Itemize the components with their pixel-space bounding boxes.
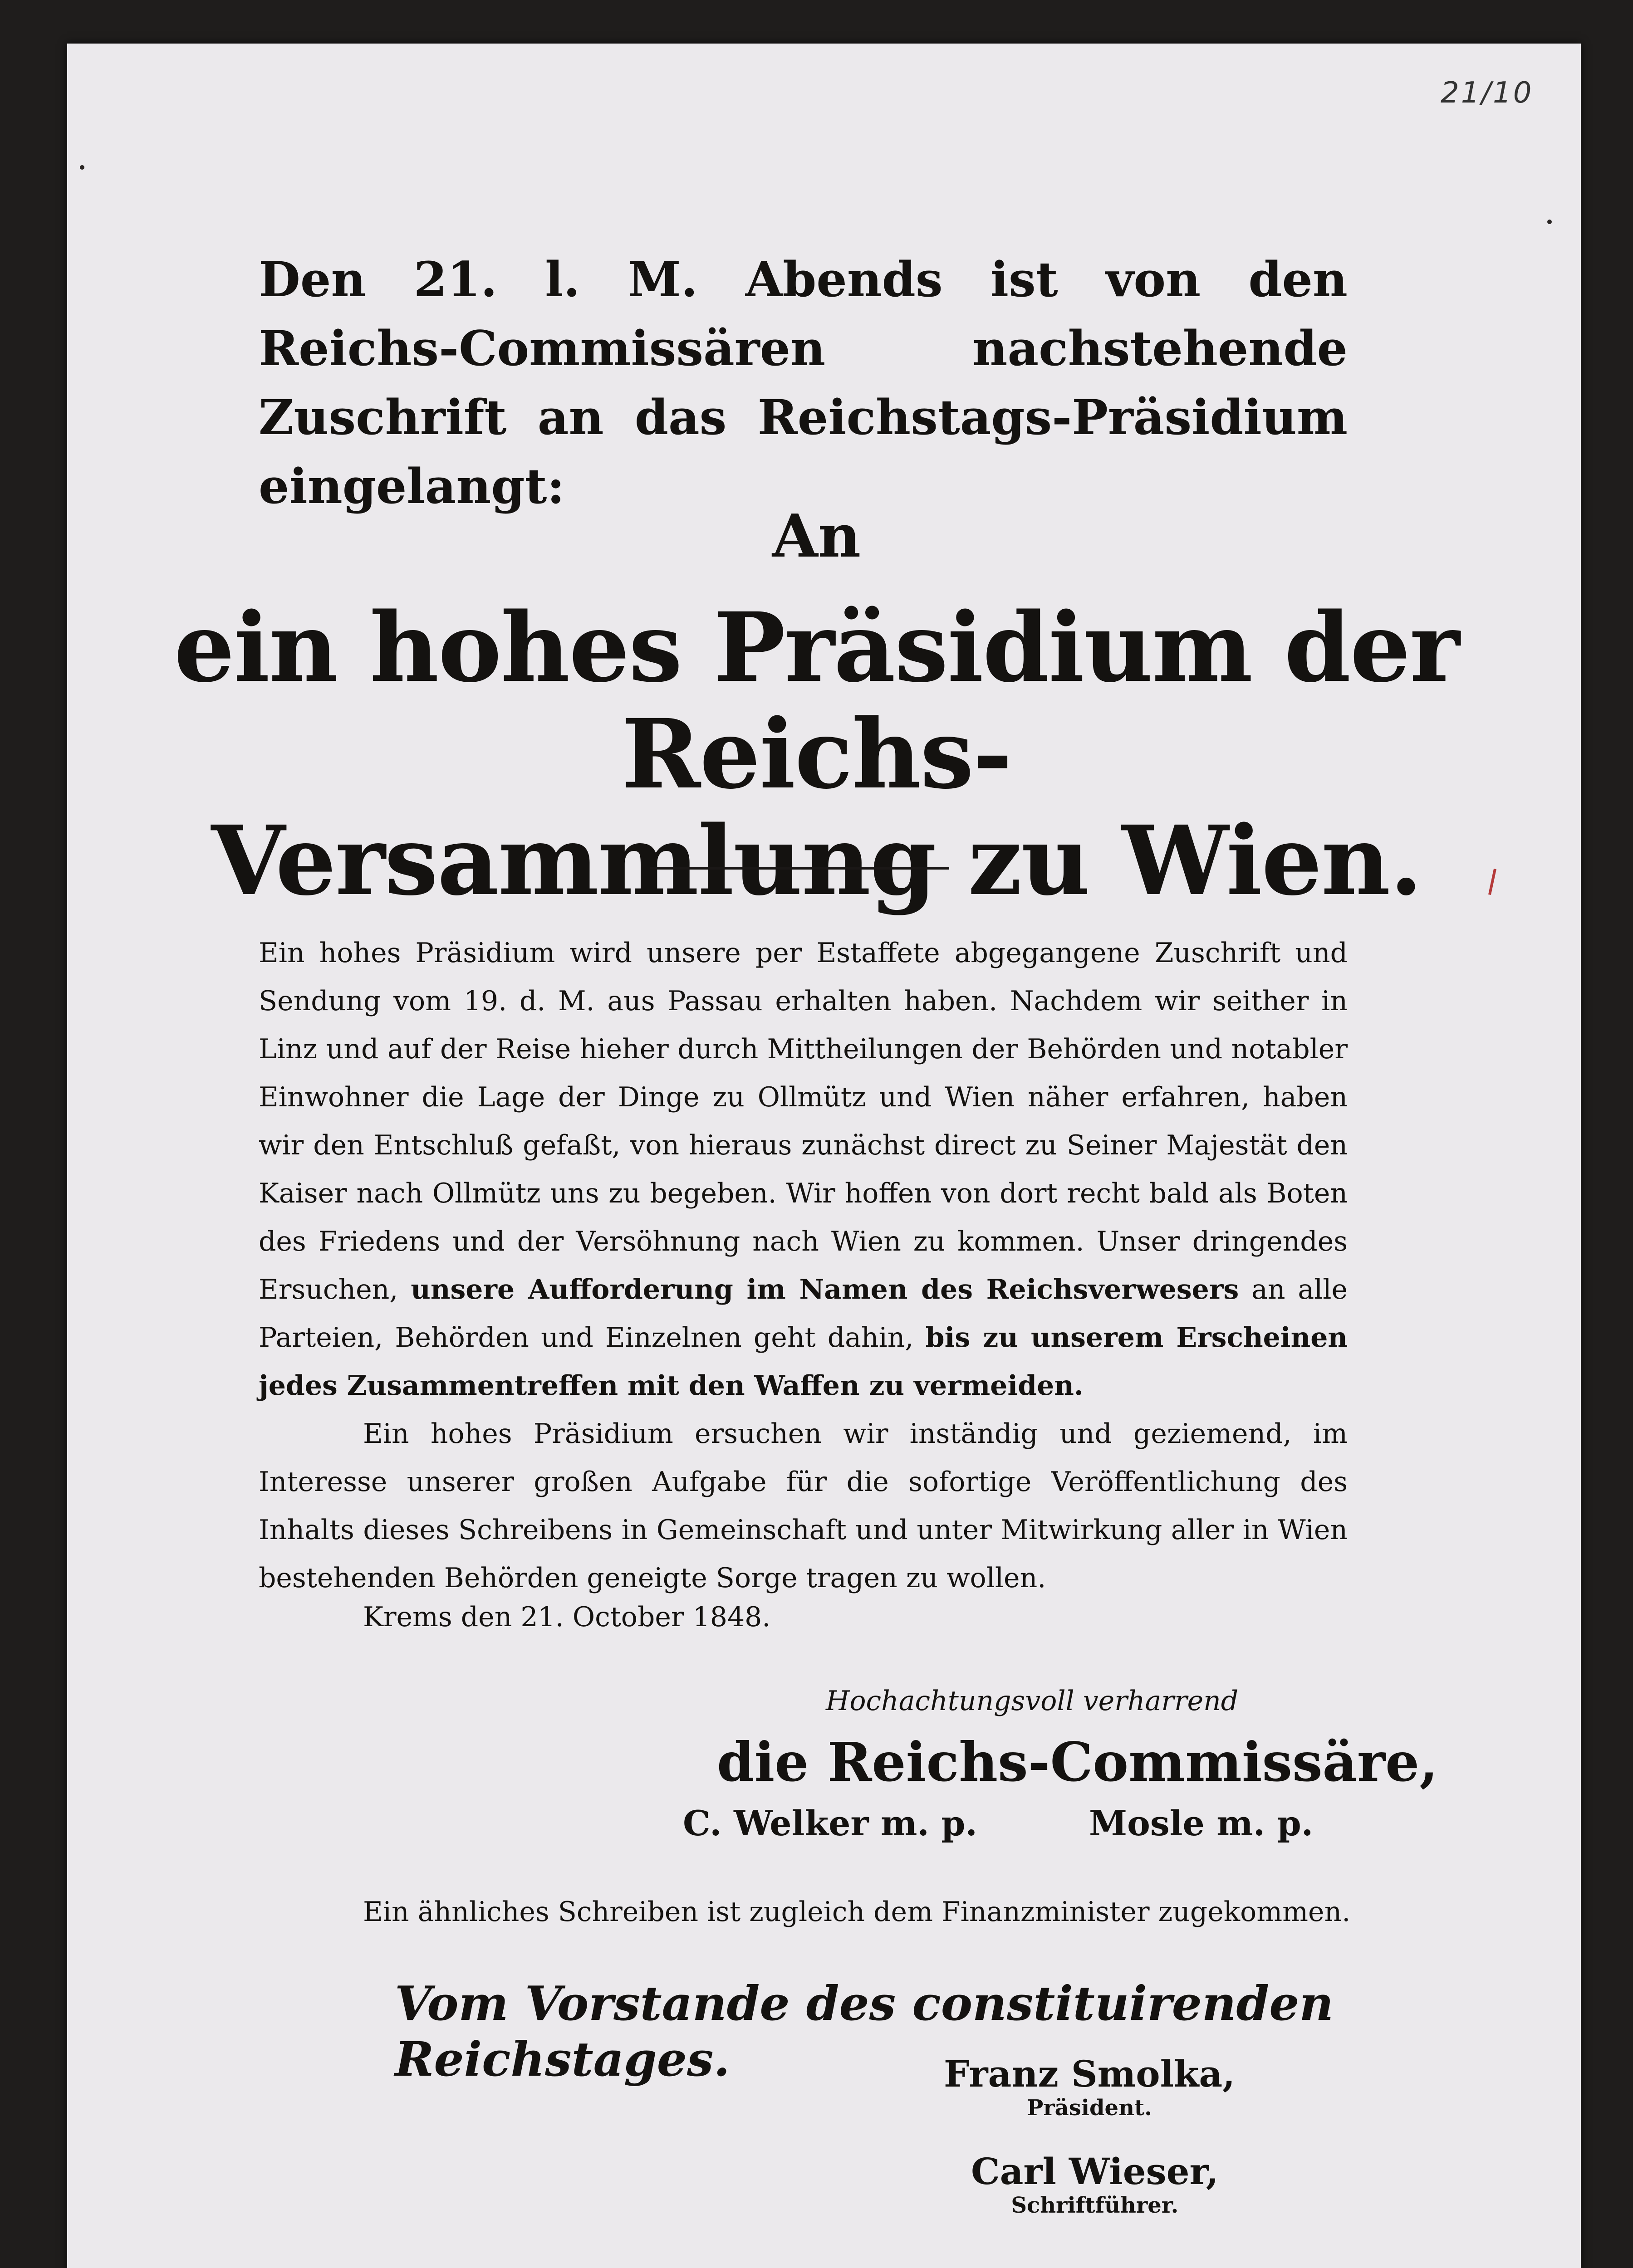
paragraph-1: [259, 929, 1348, 1410]
fold-mark-top-right: [1547, 220, 1552, 224]
address-line-2: Versammlung zu Wien.: [211, 805, 1422, 917]
paragraph-1-emphasis-1: unsere Aufforderung im Namen des Reichsverwesers: [411, 1274, 1239, 1305]
place-date: Krems den 21. October 1848.: [363, 1601, 771, 1633]
signatory-title: die Reichs-Commissäre,: [717, 1730, 1438, 1794]
note-finance-minister: Ein ähnliches Schreiben ist zugleich dem Finanzminister zugekommen.: [363, 1896, 1351, 1928]
official-smolka-role: Präsident.: [1027, 2095, 1152, 2121]
archive-number: 21/10: [1441, 76, 1534, 110]
address-heading: [0, 591, 1633, 917]
paragraph-1-text: Ein hohes Präsidium wird unsere per Estaffete abgegangene Zuschrift und Sendung vom 19. d. M. aus Passau erhalten haben. Nachdem wir seither in Linz und auf der Reise hieher durch Mittheilungen der Behörden und notabler Einwohner die Lage der Dinge zu Ollmütz und Wien näher erfahren, haben wir den Entschluß gefaßt, von hieraus zunächst direct zu Seiner Majestät den Kaiser nach Ollmütz uns zu begeben. Wir hoffen von dort recht bald als Boten des Friedens und der Versöhnung nach Wien zu kommen. Unser dringendes Ersuchen,: [259, 937, 1348, 1305]
official-wieser-name: Carl Wieser,: [971, 2150, 1219, 2193]
paragraph-1-text-2: an alle Parteien, Behörden und Einzelnen geht dahin,: [259, 1274, 1348, 1354]
paragraph-2: Ein hohes Präsidium ersuchen wir inständig und geziemend, im Interesse unserer großen Aufgabe für die sofortige Veröffentlichung des Inhalts dieses Schreibens in Gemeinschaft und unter Mitwirkung aller in Wien bestehenden Behörden geneigte Sorge tragen zu wollen.: [259, 1418, 1348, 1594]
intro-heading: Den 21. l. M. Abends ist von den Reichs-Commissären nachstehende Zuschrift an das Reichstags-Präsidium eingelangt:: [259, 251, 1348, 514]
fold-mark-top-left: [80, 165, 84, 170]
official-smolka-name: Franz Smolka,: [944, 2053, 1236, 2095]
signer-mosle: Mosle m. p.: [1089, 1803, 1314, 1843]
presidium-heading: Vom Vorstande des constituirenden Reichstages.: [395, 1975, 1334, 2087]
address-line-1: ein hohes Präsidium der Reichs-: [174, 591, 1459, 810]
paragraph-1-emphasis-2: bis zu unserem Erscheinen jedes Zusammentreffen mit den Waffen zu vermeiden.: [259, 1322, 1348, 1402]
official-smolka: [944, 2053, 1235, 2121]
closing-formula: Hochachtungsvoll verharrend: [826, 1685, 1239, 1717]
address-an: An: [772, 501, 861, 571]
signer-welker: C. Welker m. p.: [683, 1803, 977, 1843]
official-wieser: [971, 2150, 1219, 2218]
divider-rule: [650, 867, 949, 870]
official-wieser-role: Schriftführer.: [1011, 2193, 1179, 2218]
